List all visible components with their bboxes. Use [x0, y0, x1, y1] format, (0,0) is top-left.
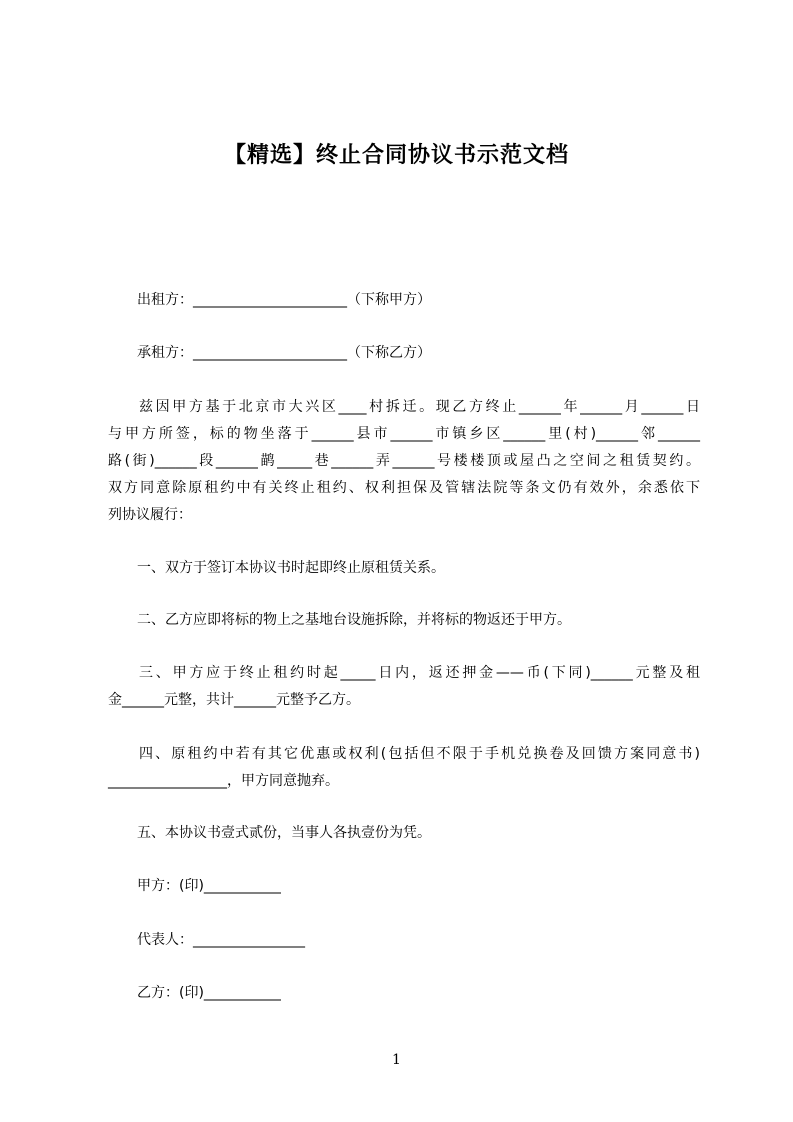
intro-line: 列协议履行：	[108, 507, 192, 523]
page-number: 1	[392, 1052, 401, 1068]
intro-line: 路(街)______段______鹋_____巷______弄______号楼楼顶或屋凸之空间之租赁契约。	[108, 453, 700, 469]
lessor-line: 出租方：______________________（下称甲方）	[137, 292, 431, 308]
clause-4-line: 四、原租约中若有其它优惠或权利(包括但不限于手机兑换卷及回馈方案同意书)	[139, 746, 700, 762]
lessee-line: 承租方：______________________（下称乙方）	[137, 345, 431, 361]
clause-4-line: _________________，甲方同意抛弃。	[108, 773, 339, 789]
clause-5: 五、本协议书壹式贰份，当事人各执壹份为凭。	[137, 825, 431, 841]
document-title: 【精选】终止合同协议书示范文档	[223, 143, 569, 168]
intro-line: 双方同意除原租约中有关终止租约、权利担保及管辖法院等条文仍有效外，余悉依下	[108, 480, 700, 496]
intro-line: 与甲方所签，标的物坐落于______县市______市镇乡区______里(村)______邻______	[108, 426, 700, 442]
clause-3-line: 金______元整，共计______元整予乙方。	[108, 692, 360, 708]
party-b-signature: 乙方：(印)___________	[137, 985, 281, 1001]
representative-signature: 代表人：________________	[137, 932, 305, 948]
clause-1: 一、双方于签订本协议书时起即终止原租赁关系。	[137, 560, 445, 576]
clause-2: 二、乙方应即将标的物上之基地台设施拆除，并将标的物返还于甲方。	[137, 612, 571, 628]
intro-line: 兹因甲方基于北京市大兴区____村拆迁。现乙方终止______年______月______日	[139, 399, 700, 415]
clause-3-line: 三、甲方应于终止租约时起_____日内，返还押金——币(下同)______元整及租	[139, 665, 700, 681]
party-a-signature: 甲方：(印)___________	[137, 878, 281, 894]
